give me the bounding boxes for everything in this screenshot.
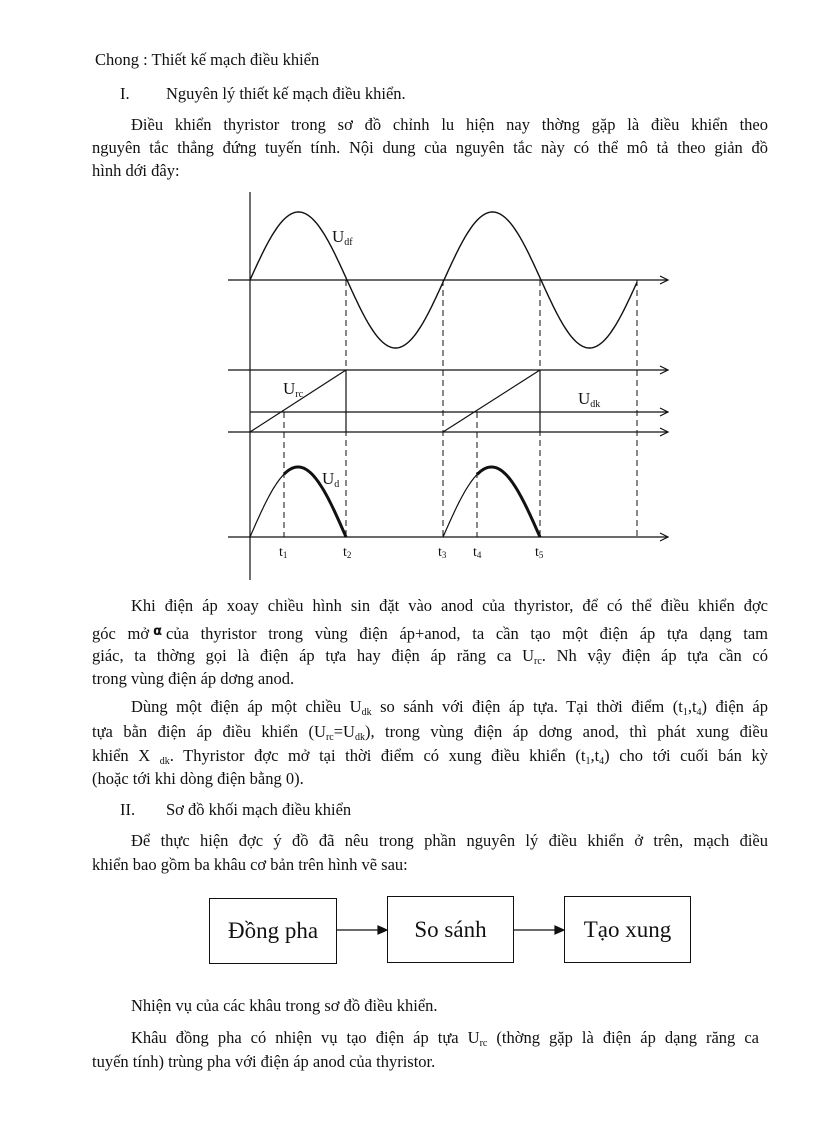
label-ud: Ud bbox=[322, 469, 340, 490]
section-title: Nguyên lý thiết kế mạch điều khiển. bbox=[166, 84, 406, 103]
arrow-2-head bbox=[555, 926, 564, 934]
chapter-heading: Chong : Thiết kế mạch điều khiển bbox=[95, 50, 320, 69]
label-t3: t3 bbox=[438, 545, 447, 560]
para4-line-1: Nhiện vụ của các khâu trong sơ đồ điều khiển. bbox=[131, 996, 438, 1015]
label-t5: t5 bbox=[535, 545, 544, 560]
label-udf: Udf bbox=[332, 227, 353, 248]
label-t2: t2 bbox=[343, 545, 352, 560]
para3-line-4: (hoặc tới khi dòng điện bằng 0). bbox=[92, 769, 304, 788]
para2-line-4: trong vùng điện áp dơng anod. bbox=[92, 669, 295, 688]
label-udk: Udk bbox=[578, 389, 601, 410]
arrow-1-head bbox=[378, 926, 387, 934]
section2-line-1: Để thực hiện đợc ý đồ đã nêu trong phần nguyên lý điều khiển ở trên, mạch điều bbox=[131, 831, 768, 850]
para2-line-3: giác, ta thờng gọi là điện áp tựa hay điện áp răng ca $U_{rc}$. Nh vậy điện áp tựa cần có bbox=[92, 646, 768, 667]
section2-line-2: khiển bao gồm ba khâu cơ bản trên hình vẽ sau: bbox=[92, 855, 408, 874]
intro-line-1: Điều khiển thyristor trong sơ đồ chỉnh lu hiện nay thờng gặp là điều khiển theo bbox=[131, 115, 768, 134]
label-urc: Urc bbox=[283, 379, 304, 400]
para3-line-3: khiển X $_{dk}$. Thyristor đợc mở tại thời điểm có xung điều khiển $(t_1,t_4)$ cho tới cuối bán kỳ bbox=[92, 746, 768, 767]
block-tao-xung: Tạo xung bbox=[564, 896, 691, 963]
section2-number: II. bbox=[120, 800, 136, 819]
para3-line-2: tựa bằn điện áp điều khiển $(U_{rc}=U_{dk})$, trong vùng điện áp dơng anod, thì phát xung điều bbox=[92, 722, 768, 743]
section-number: I. bbox=[120, 84, 130, 103]
block-so-sanh: So sánh bbox=[387, 896, 514, 963]
para5-line-2: tuyến tính) trùng pha với điện áp anod của thyristor. bbox=[92, 1052, 436, 1071]
intro-line-3: hình dới đây: bbox=[92, 161, 180, 180]
para5-line-1: Khâu đồng pha có nhiện vụ tạo điện áp tựa $U_{rc}$ (thờng gặp là điện áp dạng răng ca bbox=[131, 1028, 759, 1049]
block-dong-pha: Đồng pha bbox=[209, 898, 337, 964]
label-t1: t1 bbox=[279, 545, 288, 560]
label-t4: t4 bbox=[473, 545, 482, 560]
para2-line-2: góc mở $^\alpha$ của thyristor trong vùng điện áp+anod, ta cần tạo một điện áp tựa dạng tam bbox=[92, 624, 768, 643]
para3-line-1: Dùng một điện áp một chiều $U_{dk}$ so sánh với điện áp tựa. Tại thời điểm $(t_1,t_4)$ điện áp bbox=[131, 697, 768, 718]
intro-line-2: nguyên tắc thẳng đứng tuyến tính. Nội dung của nguyên tắc này có thể mô tả theo giản đồ bbox=[92, 138, 768, 157]
alpha-symbol: α bbox=[153, 624, 163, 639]
section2-title: Sơ đồ khối mạch điều khiển bbox=[166, 800, 352, 819]
para2-line-1: Khi điện áp xoay chiều hình sin đặt vào anod của thyristor, để có thể điều khiển đợc bbox=[131, 596, 768, 615]
